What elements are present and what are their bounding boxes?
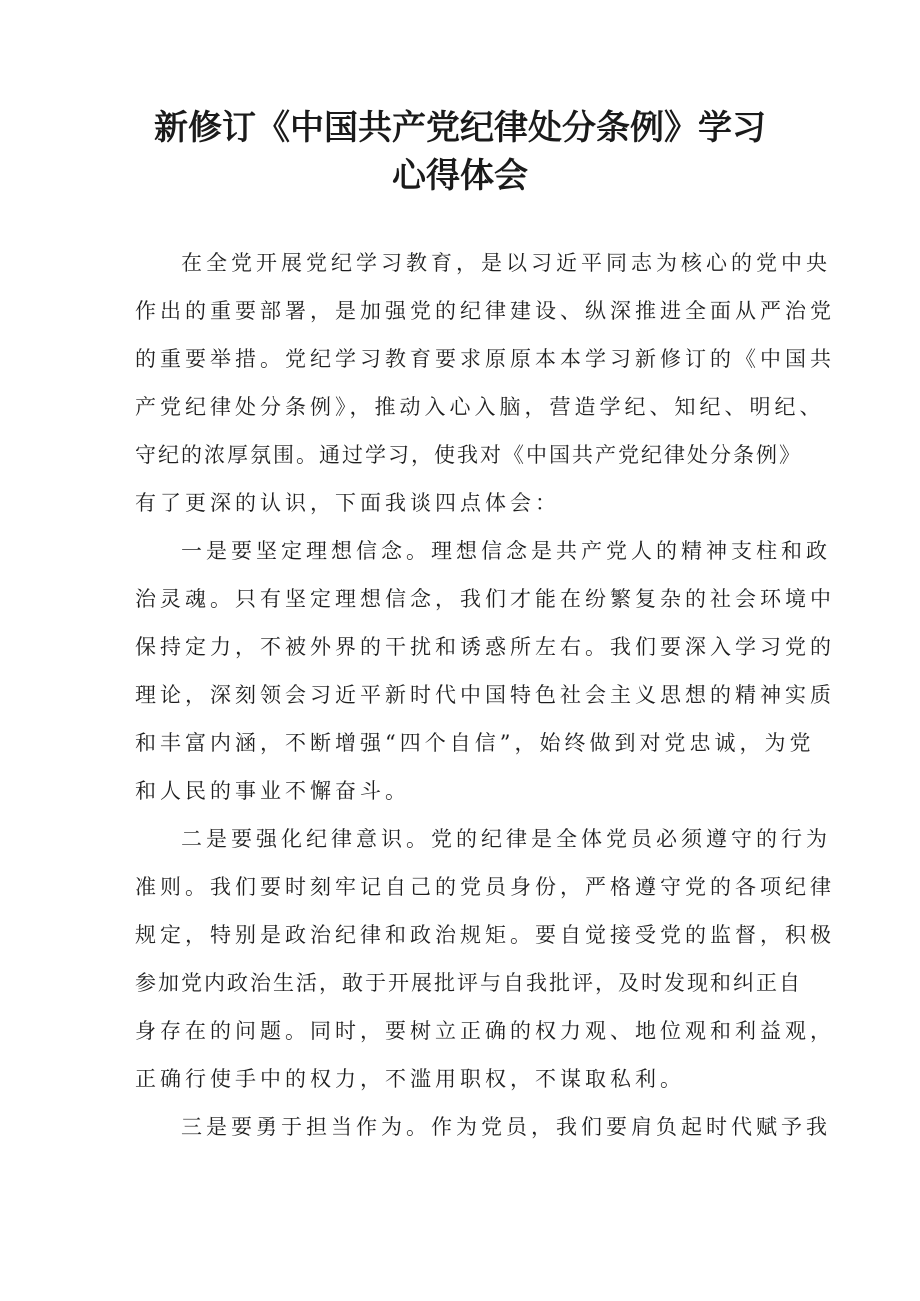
paragraph-line: 正确行使手中的权力，不滥用职权，不谋取私利。 — [135, 1067, 685, 1091]
paragraph-line: 守纪的浓厚氛围。通过学习，使我对《中国共产党纪律处分条例》 — [135, 443, 802, 467]
paragraph-line: 作出的重要部署，是加强党的纪律建设、纵深推进全面从严治党 — [135, 299, 835, 323]
paragraph-line: 在全党开展党纪学习教育，是以习近平同志为核心的党中央 — [181, 251, 831, 275]
paragraph-line: 和人民的事业不懈奋斗。 — [135, 779, 410, 803]
document-title-line-2: 心得体会 — [392, 156, 528, 196]
paragraph-line: 规定，特别是政治纪律和政治规矩。要自觉接受党的监督，积极 — [135, 923, 835, 947]
paragraph-line: 的重要举措。党纪学习教育要求原原本本学习新修订的《中国共 — [135, 347, 835, 371]
paragraph-line: 准则。我们要时刻牢记自己的党员身份，严格遵守党的各项纪律 — [135, 875, 835, 899]
paragraph-line: 保持定力，不被外界的干扰和诱惑所左右。我们要深入学习党的 — [135, 635, 835, 659]
paragraph-line: 有了更深的认识，下面我谈四点体会： — [135, 491, 560, 515]
paragraph-line: 参加党内政治生活，敢于开展批评与自我批评，及时发现和纠正自 — [135, 971, 802, 995]
paragraph-line: 产党纪律处分条例》，推动入心入脑，营造学纪、知纪、明纪、 — [135, 395, 825, 419]
paragraph-line: 二是要强化纪律意识。党的纪律是全体党员必须遵守的行为 — [181, 827, 831, 851]
paragraph-line: 身存在的问题。同时，要树立正确的权力观、地位观和利益观， — [135, 1019, 835, 1043]
paragraph-line: 治灵魂。只有坚定理想信念，我们才能在纷繁复杂的社会环境中 — [135, 587, 835, 611]
paragraph-line: 理论，深刻领会习近平新时代中国特色社会主义思想的精神实质 — [135, 683, 835, 707]
paragraph-line: 和丰富内涵，不断增强“四个自信”，始终做到对党忠诚，为党 — [135, 731, 815, 755]
document-title-line-1: 新修订《中国共产党纪律处分条例》学习 — [154, 108, 766, 148]
paragraph-line: 一是要坚定理想信念。理想信念是共产党人的精神支柱和政 — [181, 539, 831, 563]
paragraph-line: 三是要勇于担当作为。作为党员，我们要肩负起时代赋予我 — [181, 1115, 831, 1139]
